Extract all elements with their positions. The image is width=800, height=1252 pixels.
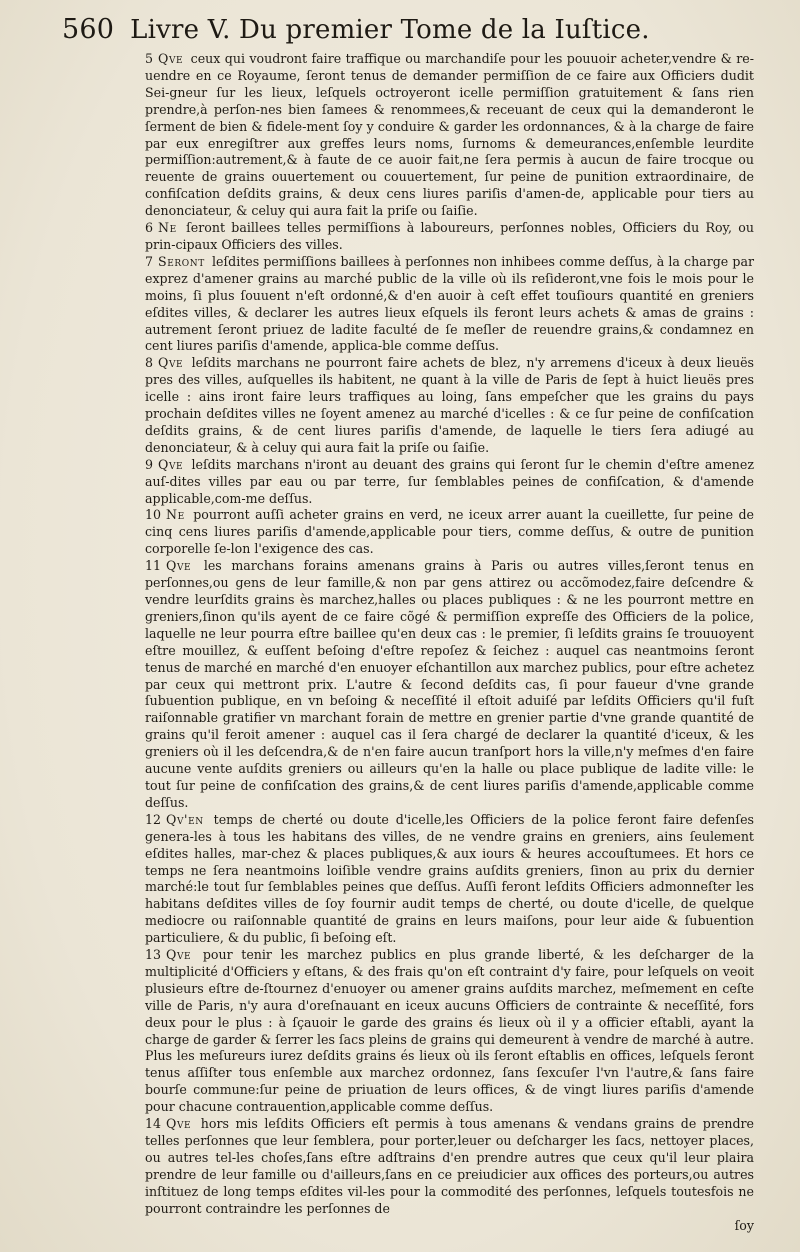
article-6	[145, 220, 754, 254]
article-text: leſdits marchans n'iront au deuant des grains qui ſeront ſur le chemin d'eſtre amenez auſ-dites villes par eau ou par terre, ſur ſemblables peines de confiſcation, & d'amende applicable,com-me deſſus.	[145, 456, 754, 506]
article-initial: Qve	[166, 558, 192, 574]
article-text: temps de cherté ou doute d'icelle,les Officiers de la police feront faire defenſes genera-les à tous les habitans des villes, de ne vendre grains en greniers, ains ſeulement eſdites halles, mar-chez & places publiques,& aux iours & heures accouſtumees. Et hors ce temps ne ſera neantmoins loiſible vendre grains auſdits greniers, ſinon au prix du dernier marché:le tout ſur ſemblables peines que deſſus. Auſſi feront leſdits Officiers admonneſter les habitans deſdites villes de ſoy fournir audit temps de cherté, ou doute d'icelle, de quelque mediocre ou raiſonnable quantité de grains en leurs maiſons, pour leur aide & ſubuention particuliere, & du public, ſi beſoing eſt.	[145, 811, 754, 946]
running-title: Livre V. Du premier Tome de la Iuſtice.	[130, 15, 650, 45]
article-14	[145, 1116, 754, 1217]
article-initial: Qve	[158, 51, 184, 66]
page-number: 560	[62, 14, 115, 45]
article-text: les marchans forains amenans grains à Paris ou autres villes,ſeront tenus en perſonnes,ou gens de leur famille,& non par gens attirez ou accõmodez,faire deſcendre & vendre leurſdits grains ès marchez,halles ou places publiques : & ne les pourront mettre en greniers,ſinon qu'ils ayent de ce faire cõgé & permiſſion expreſſe des Officiers de la police, laquelle ne leur pourra eſtre baillee qu'en deux cas : le premier, ſi leſdits grains ſe trouuoyent eſtre mouillez, & euſſent beſoing d'eſtre repoſez & ſeichez : auquel cas neantmoins ſeront tenus de marché en marché d'en enuoyer eſchantillon aux marchez publics, pour eſtre achetez par ceux qui mettront prix. L'autre & ſecond deſdits cas, ſi pour faueur d'vne grande ſubuention publique, en vn beſoing & neceſſité il eſtoit aduiſé par leſdits Officiers qu'il fuſt raiſonnable gratifier vn marchant forain de mettre en grenier partie d'vne grande quantité de grains qu'il feroit amener : auquel cas il ſera chargé de declarer la quantité d'iceux, & les greniers où il les deſcendra,& de n'en faire aucun tranſport hors la ville,n'y meſmes d'en faire aucune vente auſdits greniers ou ailleurs qu'en la halle ou place publique de ladite ville: le tout ſur peine de confiſcation des grains,& de cent liures pariſis d'amende,applicable comme deſſus.	[145, 558, 754, 810]
article-number: 12	[145, 811, 162, 827]
running-head	[62, 14, 754, 45]
article-11	[145, 558, 754, 812]
article-initial: Seront	[158, 253, 205, 269]
article-10	[145, 507, 754, 558]
article-5	[145, 51, 754, 220]
article-number: 8	[145, 355, 154, 371]
article-text: pourront auſſi acheter grains en verd, ne iceux arrer auant la cueillette, ſur peine de cinq cens liures pariſis d'amende,applicable pour tiers, comme deſſus, & outre de punition corporelle ſe-lon l'exigence des cas.	[145, 507, 754, 557]
article-initial: Ne	[158, 220, 177, 236]
article-initial: Ne	[166, 507, 185, 523]
article-initial: Qve	[158, 456, 184, 472]
catchword: ſoy	[734, 1217, 754, 1233]
article-initial: Qv'en	[166, 811, 204, 827]
article-8	[145, 355, 754, 456]
article-text: ſeront baillees telles permiſſions à laboureurs, perſonnes nobles, Officiers du Roy, ou prin-cipaux Officiers des villes.	[145, 220, 754, 252]
article-number: 5	[145, 51, 154, 66]
article-number: 13	[145, 947, 162, 963]
article-number: 10	[145, 507, 162, 523]
article-initial: Qve	[166, 947, 192, 963]
article-7	[145, 254, 754, 355]
article-text: pour tenir les marchez publics en plus grande liberté, & les deſcharger de la multiplicité d'Officiers y eſtans, & des frais qu'on eſt contraint d'y faire, pour leſquels on veoit plusieurs eſtre de-ſtournez d'enuoyer ou amener grains auſdits marchez, meſmement en ceſte ville de Paris, n'y aura d'oreſnauant en iceux aucuns Officiers de contrainte & neceſſité, fors deux pour le plus : à ſçauoir le garde des grains és lieux où il y a officier eſtabli, ayant la charge de garder & ſerrer les ſacs pleins de grains qui demeurent à vendre de marché à autre. Plus les meſureurs iurez deſdits grains és lieux où ils ſeront eſtablis en offices, leſquels ſeront tenus aſſiſter tous enſemble aux marchez ordonnez, ſans ſexcuſer l'vn l'autre,& ſans faire bourſe commune:ſur peine de priuation de leurs offices, & de vingt liures pariſis d'amende pour chacune contrauention,applicable comme deſſus.	[145, 947, 754, 1115]
article-initial: Qve	[166, 1116, 192, 1132]
article-text: hors mis leſdits Officiers eſt permis à tous amenans & vendans grains de prendre telles perſonnes que leur ſemblera, pour porter,leuer ou deſcharger les ſacs, nettoyer places, ou autres tel-les choſes,ſans eſtre adſtrains d'en prendre autres que ceux qu'il leur plaira prendre de leur famille ou d'ailleurs,ſans en ce preiudicier aux offices des porteurs,ou autres inſtituez de long temps eſdites vil-les pour la commodité des perſonnes, leſquels toutesfois ne pourront contraindre les perſonnes de	[145, 1116, 754, 1216]
article-9	[145, 457, 754, 508]
article-text: leſdites permiſſions baillees à perſonnes non inhibees comme deſſus, à la charge par exprez d'amener grains au marché public de la ville où ils reſideront,vne fois le mois pour le moins, ſi plus ſouuent n'eſt ordonné,& d'en auoir à ceſt effet touſiours quantité en greniers eſdites villes, & declarer les autres lieux eſquels ils feront leurs achets & amas de grains : autrement ſeront priuez de ladite faculté de ſe meſler de reuendre grains,& condamnez en cent liures pariſis d'amende, applica-ble comme deſſus.	[145, 253, 754, 354]
article-12	[145, 812, 754, 947]
text-body	[145, 51, 754, 1234]
article-13	[145, 947, 754, 1116]
article-text: leſdits marchans ne pourront faire achets de blez, n'y arremens d'iceux à deux lieuës pres des villes, auſquelles ils habitent, ne quant à la ville de Paris de ſept à huict lieuës pres icelle : ains iront faire leurs traffiques au loing, ſans empeſcher que les grains du pays prochain deſdites villes ne ſoyent amenez au marché d'icelles : & ce ſur peine de confiſcation deſdits grains, & de cent liures pariſis d'amende, de laquelle le tiers ſera adiugé au denonciateur, & à celuy qui aura fait la priſe ou ſaiſie.	[145, 355, 754, 455]
article-number: 6	[145, 220, 154, 236]
article-initial: Qve	[158, 355, 184, 371]
article-number: 11	[145, 558, 162, 574]
article-number: 14	[145, 1116, 162, 1132]
article-text: ceux qui voudront faire traffique ou marchandiſe pour les pouuoir acheter,vendre & re-uendre en ce Royaume, ſeront tenus de demander permiſſion de ce faire aux Officiers dudit Sei-gneur ſur les lieux, leſquels octroyeront icelle permiſſion gratuitement & ſans rien prendre,à perſon-nes bien ſamees & renommees,& receuant de ceux qui la demanderont le ſerment de bien & fidele-ment ſoy y conduire & garder les ordonnances, & à la charge de faire par eux enregiſtrer aux greffes leurs noms, ſurnoms & demeurances,enſemble leurdite permiſſion:autrement,& à faute de ce auoir fait,ne ſera permis à aucun de faire trocque ou reuente de grains ouuertement ou couuertement, ſur peine de punition extraordinaire, de confiſcation deſdits grains, & deux cens liures pariſis d'amen-de, applicable pour tiers au denonciateur, & celuy qui aura fait la priſe ou ſaiſie.	[145, 51, 754, 219]
article-number: 9	[145, 456, 154, 472]
article-number: 7	[145, 253, 154, 269]
